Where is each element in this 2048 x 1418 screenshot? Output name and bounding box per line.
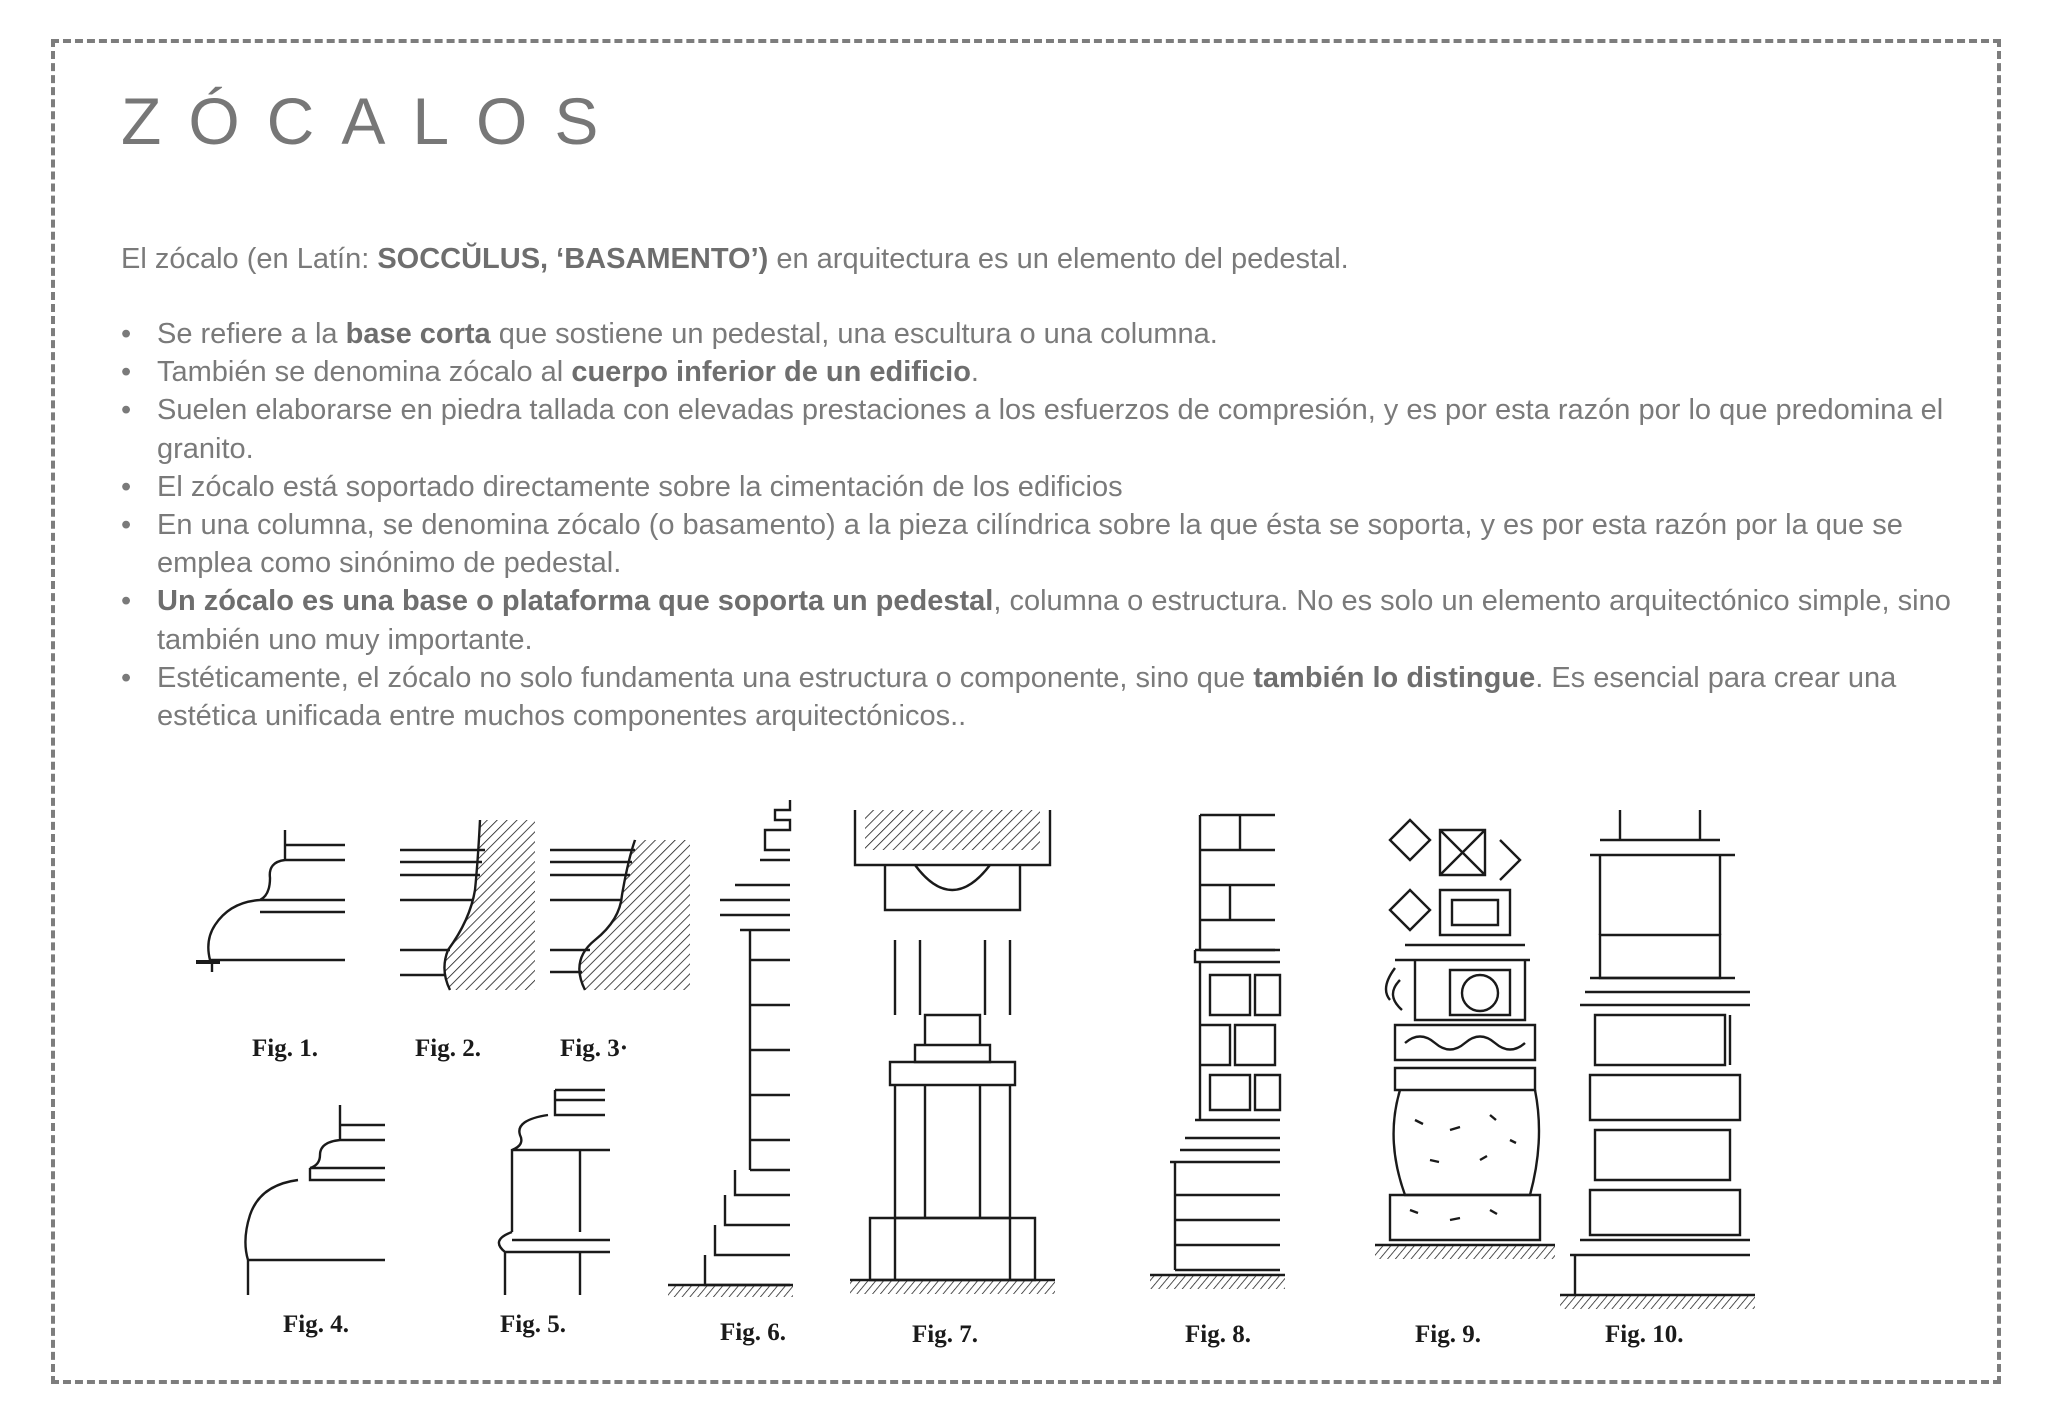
fig3-label: Fig. 3· [560,1035,629,1062]
list-item [121,468,1966,506]
bullet-text-end: . [970,356,979,389]
fig4-drawing [245,1105,385,1295]
fig2-drawing [400,820,535,990]
intro-text-end: en arquitectura es un elemento del pedestal. [768,243,1349,275]
bullet-bold: Un zócalo es una base o plataforma que soporta un pedestal [157,585,994,618]
fig9-drawing [1375,820,1555,1259]
bullet-bold: base corta [345,318,491,350]
fig7-drawing [850,810,1055,1294]
bullet-text-end: que sostiene un pedestal, una escultura o una columna. [490,318,1218,350]
intro-bold: SOCCŬLUS, ‘BASAMENTO’) [377,243,769,275]
fig10-drawing [1560,810,1755,1309]
fig1-label: Fig. 1. [252,1035,318,1062]
bullet-text: Suelen elaborarse en piedra tallada con elevadas prestaciones a los esfuerzos de compresión, y es por esta razón por lo que predomina el granito. [157,394,1944,465]
bullet-text-end: , columna o estructura. No es solo un elemento arquitectónico simple, sino también uno muy importante. [157,585,1951,656]
fig5-label: Fig. 5. [500,1311,566,1338]
page-title: ZÓCALOS [121,84,626,158]
fig1-drawing [196,830,345,972]
bullet-dot: • [121,318,132,350]
fig5-drawing [499,1090,610,1295]
fig3-drawing [550,840,690,990]
fig8-label: Fig. 8. [1185,1321,1251,1348]
list-item [121,315,1966,353]
plinth-illustrations [190,800,1790,1360]
bullet-bold: cuerpo inferior de un edificio [571,356,971,389]
intro-text: El zócalo (en Latín: [121,243,378,275]
bullet-dot: • [121,470,132,503]
fig2-label: Fig. 2. [415,1035,481,1062]
bullet-text-end: . Es esencial para crear una estética unificada entre muchos componentes arquitectónicos.. [157,661,1897,733]
fig4-label: Fig. 4. [283,1311,349,1338]
fig10-label: Fig. 10. [1605,1321,1684,1348]
bullet-dot: • [121,585,132,618]
fig9-label: Fig. 9. [1415,1321,1481,1348]
list-item [121,353,1966,391]
list-item [121,391,1966,467]
bullet-list [121,315,1966,735]
list-item [121,582,1966,658]
bullet-text: Se refiere a la [157,318,346,350]
bullet-dot: • [121,394,132,427]
list-item [121,506,1966,582]
bullet-text: El zócalo está soportado directamente sobre la cimentación de los edificios [157,470,1123,503]
list-item [121,659,1966,735]
bullet-bold: también lo distingue [1253,661,1536,694]
plinth-illustrations-svg [190,800,1790,1360]
bullet-dot: • [121,661,132,694]
fig8-drawing [1150,815,1285,1289]
intro-paragraph [121,240,1961,278]
bullet-text: En una columna, se denomina zócalo (o basamento) a la pieza cilíndrica sobre la que ésta se soporta, y es por esta razón por la que se emplea como sinónimo de pedestal. [157,509,1903,580]
bullet-dot: • [121,356,132,389]
bullet-dot: • [121,509,132,542]
bullet-text: También se denomina zócalo al [157,356,572,389]
fig6-label: Fig. 6. [720,1319,786,1346]
fig7-label: Fig. 7. [912,1321,978,1348]
bullet-text: Estéticamente, el zócalo no solo fundamenta una estructura o componente, sino que [157,661,1254,694]
